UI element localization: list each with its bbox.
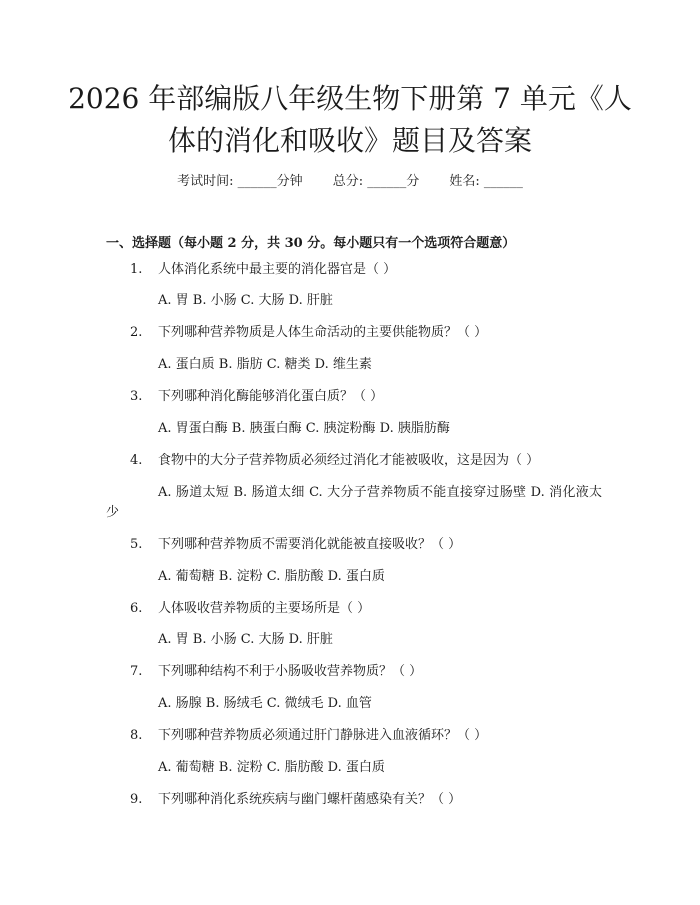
question-4-options: A. 肠道太短 B. 肠道太细 C. 大分子营养物质不能直接穿过肠壁 D. 消化液太少 bbox=[106, 485, 602, 520]
section-heading: 一、选择题（每小题 2 分，共 30 分。每小题只有一个选项符合题意） bbox=[106, 236, 516, 251]
question-text: 下列哪种消化系统疾病与幽门螺杆菌感染有关？（ ） bbox=[158, 792, 462, 807]
question-2 bbox=[130, 323, 487, 343]
exam-total-score: 总分: ______分 bbox=[332, 174, 420, 189]
question-text: 下列哪种营养物质必须通过肝门静脉进入血液循环？（ ） bbox=[158, 728, 488, 743]
question-3-options: A. 胃蛋白酶 B. 胰蛋白酶 C. 胰淀粉酶 D. 胰脂肪酶 bbox=[158, 421, 450, 436]
question-number: 8. bbox=[130, 728, 143, 743]
question-text: 下列哪种营养物质不需要消化就能被直接吸收？（ ） bbox=[158, 537, 462, 552]
question-text: 下列哪种结构不利于小肠吸收营养物质？（ ） bbox=[158, 664, 423, 679]
question-9 bbox=[130, 790, 461, 810]
question-7-options: A. 肠腺 B. 肠绒毛 C. 微绒毛 D. 血管 bbox=[158, 696, 372, 711]
question-1 bbox=[130, 260, 396, 280]
exam-name: 姓名: ______ bbox=[449, 174, 523, 189]
question-5 bbox=[130, 535, 461, 555]
question-8-options: A. 葡萄糖 B. 淀粉 C. 脂肪酸 D. 蛋白质 bbox=[158, 760, 385, 775]
question-text: 食物中的大分子营养物质必须经过消化才能被吸收，这是因为（ ） bbox=[158, 453, 540, 468]
question-8 bbox=[130, 726, 487, 746]
question-number: 5. bbox=[130, 537, 143, 552]
exam-info bbox=[0, 170, 700, 189]
page-title: 2026 年部编版八年级生物下册第 7 单元《人体的消化和吸收》题目及答案 bbox=[68, 82, 632, 157]
question-text: 下列哪种消化酶能够消化蛋白质？（ ） bbox=[158, 389, 384, 404]
question-6-options: A. 胃 B. 小肠 C. 大肠 D. 肝脏 bbox=[158, 632, 333, 647]
question-text: 下列哪种营养物质是人体生命活动的主要供能物质？（ ） bbox=[158, 325, 488, 340]
question-text: 人体吸收营养物质的主要场所是（ ） bbox=[158, 601, 371, 616]
question-number: 3. bbox=[130, 389, 143, 404]
question-number: 6. bbox=[130, 601, 143, 616]
question-4 bbox=[130, 451, 539, 471]
question-2-options: A. 蛋白质 B. 脂肪 C. 糖类 D. 维生素 bbox=[158, 357, 372, 372]
question-number: 4. bbox=[130, 453, 143, 468]
question-6 bbox=[130, 599, 370, 619]
question-number: 1. bbox=[130, 262, 143, 277]
question-number: 7. bbox=[130, 664, 143, 679]
question-text: 人体消化系统中最主要的消化器官是（ ） bbox=[158, 262, 397, 277]
question-7 bbox=[130, 662, 422, 682]
question-3 bbox=[130, 387, 383, 407]
question-number: 2. bbox=[130, 325, 143, 340]
question-number: 9. bbox=[130, 792, 143, 807]
question-5-options: A. 葡萄糖 B. 淀粉 C. 脂肪酸 D. 蛋白质 bbox=[158, 569, 385, 584]
exam-time: 考试时间: ______分钟 bbox=[177, 174, 303, 189]
question-1-options: A. 胃 B. 小肠 C. 大肠 D. 肝脏 bbox=[158, 293, 333, 308]
